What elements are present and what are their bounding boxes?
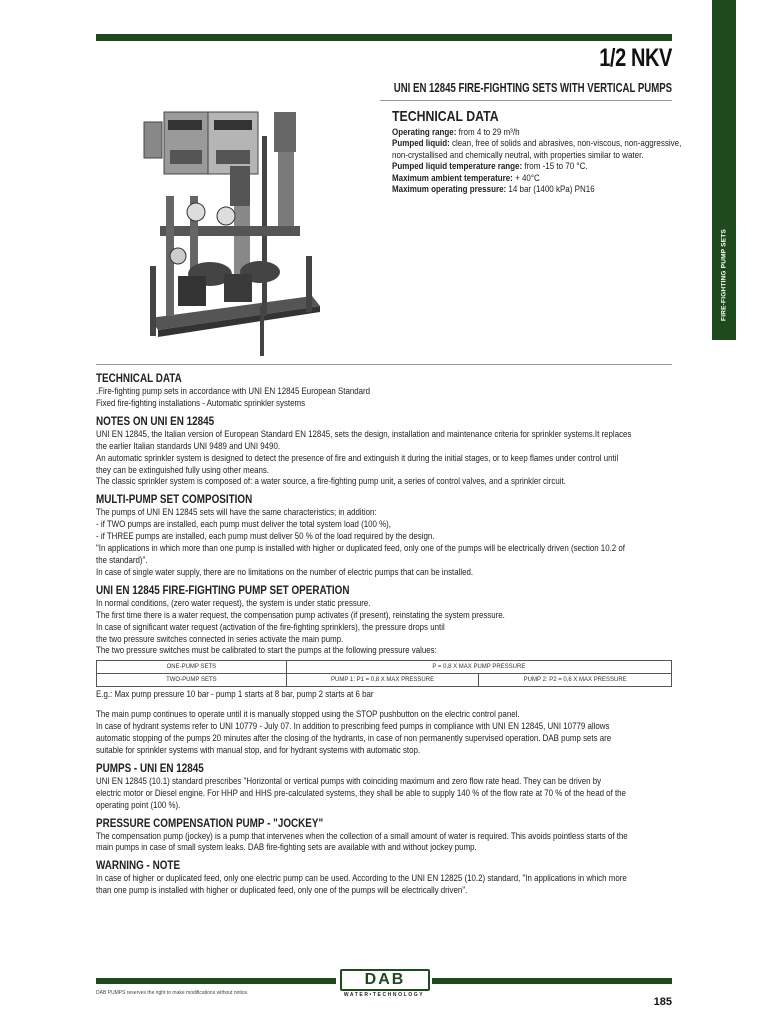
table-cell: PUMP 2: P2 = 0,6 X MAX PRESSURE xyxy=(479,674,672,687)
section-heading: TECHNICAL DATA xyxy=(96,373,182,385)
body-line: the earlier Italian standards UNI 9489 and UNI 9490. xyxy=(96,440,281,451)
body-line: - if TWO pumps are installed, each pump must deliver the total system load (100 %), xyxy=(96,519,391,530)
body-line: In case of higher or duplicated feed, only one electric pump can be used. According to the UNI EN 12825 (10.2) standard, "In applications in which more xyxy=(96,873,627,884)
section-jockey-pump xyxy=(96,817,672,855)
body-line: In case of single water supply, there are no limitations on the number of electric pumps that can be installed. xyxy=(96,566,474,577)
subtitle-divider xyxy=(380,100,672,101)
max-operating-pressure: Maximum operating pressure: 14 bar (1400 kPa) PN16 xyxy=(392,184,595,195)
body-line: The two pressure switches must be calibrated to start the pumps at the following pressure values: xyxy=(96,645,437,656)
body-line: Fixed fire-fighting installations - Automatic sprinkler systems xyxy=(96,397,306,408)
table-row xyxy=(97,661,672,674)
body-line: main pumps in case of small system leaks. DAB fire-fighting sets are available with and without jockey pump. xyxy=(96,842,477,853)
section-heading: MULTI-PUMP SET COMPOSITION xyxy=(96,494,253,507)
section-notes xyxy=(96,415,672,489)
body-line: .Fire-fighting pump sets in accordance with UNI EN 12845 European Standard xyxy=(96,386,371,396)
body-line: The main pump continues to operate until it is manually stopped using the STOP pushbutton on the electric control panel. xyxy=(96,709,520,720)
logo-tagline: WATER•TECHNOLOGY xyxy=(343,992,425,998)
body-line: The classic sprinkler system is composed of: a water source, a fire-fighting pump unit, a series of control valves, and a sprinkler circuit. xyxy=(96,476,566,487)
table-cell: P = 0,8 X MAX PUMP PRESSURE xyxy=(286,661,671,674)
section-heading: PRESSURE COMPENSATION PUMP - "JOCKEY" xyxy=(96,817,324,830)
body-line: than one pump is installed with higher or duplicated feed, only one of the pumps will be electrically driven". xyxy=(96,885,468,896)
body-line: - if THREE pumps are installed, each pump must deliver 50 % of the load required by the design. xyxy=(96,531,435,542)
example-line: E.g.: Max pump pressure 10 bar - pump 1 starts at 8 bar, pump 2 starts at 6 bar xyxy=(96,689,374,700)
body-line: the two pressure switches connected in series activate the main pump. xyxy=(96,633,344,644)
body-line: operating point (100 %). xyxy=(96,799,181,810)
section-multi-pump xyxy=(96,493,672,578)
body-line: In case of hydrant systems refer to UNI 10779 - July 07. In addition to prescribing feed pumps in compliance with UNI EN 12845, UNI 10779 allows xyxy=(96,721,610,732)
section-heading: PUMPS - UNI EN 12845 xyxy=(96,762,204,775)
table-cell: PUMP 1: P1 = 0,8 X MAX PRESSURE xyxy=(286,674,479,687)
section-pumps xyxy=(96,762,672,812)
max-ambient-temperature: Maximum ambient temperature: + 40°C xyxy=(392,172,540,183)
page-title: 1/2 NKV xyxy=(599,44,672,72)
header-bar xyxy=(96,34,672,41)
table-row xyxy=(97,674,672,687)
section-heading: WARNING - NOTE xyxy=(96,860,181,873)
body-line: electric motor or Diesel engine. For HHP and HHS pre-calculated systems, they shall be able to supply 140 % of the flow rate at 70 % of the head of the xyxy=(96,787,626,798)
pumped-liquid: Pumped liquid: clean, free of solids and abrasives, non-viscous, non-aggressive, non-crystallised and chemically neutral, with properties similar to water. xyxy=(392,138,682,160)
body-line: the standard)". xyxy=(96,554,148,565)
content-divider xyxy=(96,364,672,365)
body-line: suitable for sprinkler systems with manual stop, and for hydrant systems with automatic stop. xyxy=(96,744,421,755)
liquid-temperature-range: Pumped liquid temperature range: from -15 to 70 °C. xyxy=(392,161,588,172)
section-heading: UNI EN 12845 FIRE-FIGHTING PUMP SET OPERATION xyxy=(96,584,350,597)
section-warning xyxy=(96,859,672,897)
body-line: In case of significant water request (activation of the fire-fighting sprinklers), the pressure drops until xyxy=(96,621,445,632)
body-line: UNI EN 12845, the Italian version of European Standard EN 12845, sets the design, installation and maintenance criteria for sprinkler systems.It replaces xyxy=(96,428,632,439)
section-technical-data xyxy=(96,372,672,410)
pressure-table xyxy=(96,660,672,687)
document-body xyxy=(96,372,672,902)
page-subtitle: UNI EN 12845 FIRE-FIGHTING SETS WITH VERTICAL PUMPS xyxy=(393,80,672,95)
pump-set-product-image xyxy=(130,106,330,360)
operating-range: Operating range: from 4 to 29 m³/h xyxy=(392,127,520,137)
section-operation xyxy=(96,584,672,757)
body-line: they can be extinguished fully using other means. xyxy=(96,464,270,475)
body-line: The compensation pump (jockey) is a pump that intervenes when the collection of a small amount of water is required. This avoids pointless starts of the xyxy=(96,830,628,841)
section-heading: NOTES ON UNI EN 12845 xyxy=(96,415,215,428)
technical-data-heading: TECHNICAL DATA xyxy=(392,108,499,125)
body-line: The first time there is a water request, the compensation pump activates (if present), reinstating the system pressure. xyxy=(96,609,505,620)
table-cell: TWO-PUMP SETS xyxy=(97,674,287,687)
body-line: An automatic sprinkler system is designed to detect the presence of fire and extinguish it during the initial stages, or to keep flames under control until xyxy=(96,452,619,463)
side-tab-label: FIRE-FIGHTING PUMP SETS xyxy=(720,229,728,321)
body-line: automatic stopping of the pumps 20 minutes after the closing of the hydrants, in case of non permanently supervised operation. DAB pump sets are xyxy=(96,733,612,744)
table-cell: ONE-PUMP SETS xyxy=(97,661,287,674)
page-number: 185 xyxy=(653,996,672,1008)
body-line: UNI EN 12845 (10.1) standard prescribes "Horizontal or vertical pumps with coinciding maximum and zero flow rate head. They can be driven by xyxy=(96,775,602,786)
footer-disclaimer: DAB PUMPS reserves the right to make modifications without notice. xyxy=(96,990,249,996)
body-line: The pumps of UNI EN 12845 sets will have the same characteristics; in addition: xyxy=(96,507,377,518)
technical-data-box xyxy=(392,108,682,195)
logo-wordmark: DAB xyxy=(340,969,430,991)
dab-logo xyxy=(336,967,432,1001)
body-line: In normal conditions, (zero water request), the system is under static pressure. xyxy=(96,597,371,608)
body-line: "In applications in which more than one pump is installed with higher or duplicated feed, only one of the pumps will be electrically driven (section 10.2 of xyxy=(96,543,625,554)
